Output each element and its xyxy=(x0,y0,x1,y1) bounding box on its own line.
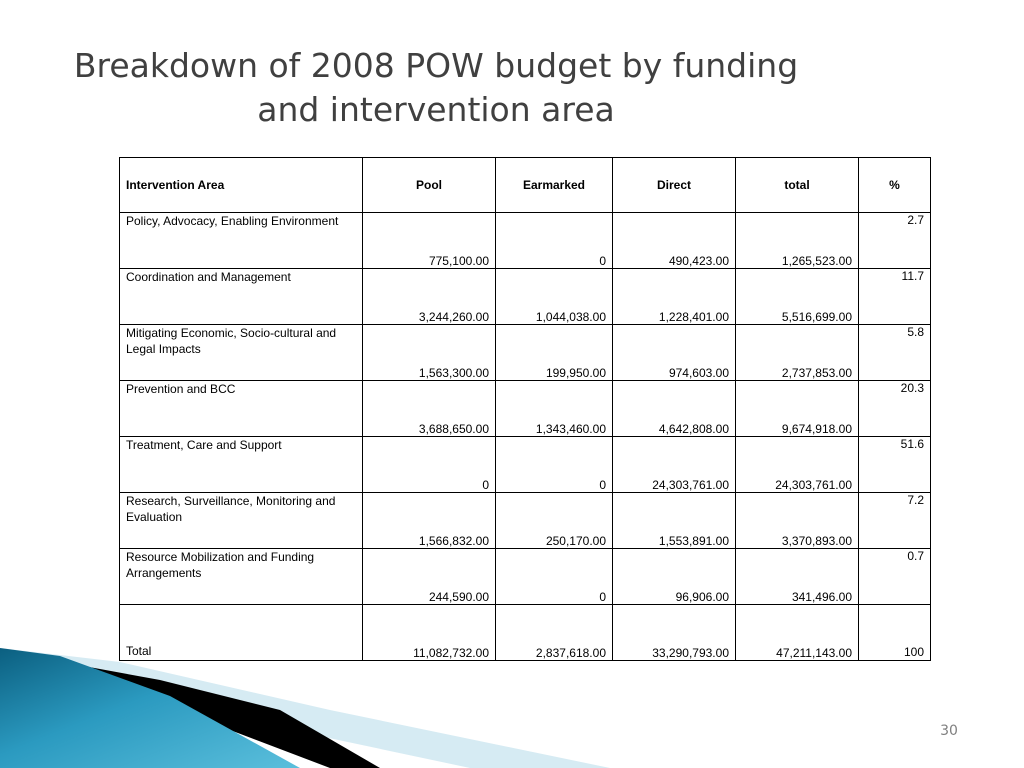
cell-total: 3,370,893.00 xyxy=(736,493,859,549)
cell-total: 9,674,918.00 xyxy=(736,381,859,437)
cell-total: 5,516,699.00 xyxy=(736,269,859,325)
cell-earmarked: 1,044,038.00 xyxy=(496,269,613,325)
cell-total-label: Total xyxy=(120,605,363,661)
cell-direct: 4,642,808.00 xyxy=(613,381,736,437)
cell-pool: 775,100.00 xyxy=(363,213,496,269)
cell-area: Research, Surveillance, Monitoring and Evaluation xyxy=(120,493,363,549)
header-percent: % xyxy=(859,158,931,213)
budget-table xyxy=(119,157,931,661)
cell-area: Prevention and BCC xyxy=(120,381,363,437)
cell-direct: 1,228,401.00 xyxy=(613,269,736,325)
table-row xyxy=(120,549,931,605)
cell-total: 2,737,853.00 xyxy=(736,325,859,381)
cell-area: Resource Mobilization and Funding Arrangements xyxy=(120,549,363,605)
cell-percent: 2.7 xyxy=(859,213,931,269)
table-row xyxy=(120,437,931,493)
header-total: total xyxy=(736,158,859,213)
cell-earmarked: 199,950.00 xyxy=(496,325,613,381)
cell-earmarked-total: 2,837,618.00 xyxy=(496,605,613,661)
slide-title-line-1: Breakdown of 2008 POW budget by funding xyxy=(73,46,799,85)
cell-pool: 1,566,832.00 xyxy=(363,493,496,549)
page-number: 30 xyxy=(940,723,958,739)
table-total-row xyxy=(120,605,931,661)
cell-percent: 20.3 xyxy=(859,381,931,437)
cell-direct: 96,906.00 xyxy=(613,549,736,605)
slide-title-line-2: and intervention area xyxy=(257,90,615,129)
header-intervention-area: Intervention Area xyxy=(120,158,363,213)
cell-total: 1,265,523.00 xyxy=(736,213,859,269)
cell-area: Policy, Advocacy, Enabling Environment xyxy=(120,213,363,269)
cell-pool: 3,688,650.00 xyxy=(363,381,496,437)
table-row xyxy=(120,381,931,437)
header-pool: Pool xyxy=(363,158,496,213)
cell-pool: 1,563,300.00 xyxy=(363,325,496,381)
cell-direct: 974,603.00 xyxy=(613,325,736,381)
table-row xyxy=(120,325,931,381)
cell-pool-total: 11,082,732.00 xyxy=(363,605,496,661)
cell-total: 24,303,761.00 xyxy=(736,437,859,493)
cell-percent: 0.7 xyxy=(859,549,931,605)
header-earmarked: Earmarked xyxy=(496,158,613,213)
cell-percent: 7.2 xyxy=(859,493,931,549)
table-header-row xyxy=(120,158,931,213)
cell-direct: 490,423.00 xyxy=(613,213,736,269)
cell-area: Coordination and Management xyxy=(120,269,363,325)
cell-area: Mitigating Economic, Socio-cultural and Legal Impacts xyxy=(120,325,363,381)
cell-pool: 3,244,260.00 xyxy=(363,269,496,325)
cell-earmarked: 0 xyxy=(496,549,613,605)
cell-grand-total: 47,211,143.00 xyxy=(736,605,859,661)
cell-direct-total: 33,290,793.00 xyxy=(613,605,736,661)
table-row xyxy=(120,213,931,269)
table-row xyxy=(120,269,931,325)
cell-percent-total: 100 xyxy=(859,605,931,661)
cell-area: Treatment, Care and Support xyxy=(120,437,363,493)
cell-earmarked: 0 xyxy=(496,213,613,269)
cell-percent: 5.8 xyxy=(859,325,931,381)
cell-earmarked: 1,343,460.00 xyxy=(496,381,613,437)
cell-earmarked: 0 xyxy=(496,437,613,493)
slide-title xyxy=(0,44,872,132)
cell-percent: 51.6 xyxy=(859,437,931,493)
cell-pool: 0 xyxy=(363,437,496,493)
cell-percent: 11.7 xyxy=(859,269,931,325)
cell-direct: 1,553,891.00 xyxy=(613,493,736,549)
cell-direct: 24,303,761.00 xyxy=(613,437,736,493)
cell-total: 341,496.00 xyxy=(736,549,859,605)
table-row xyxy=(120,493,931,549)
cell-earmarked: 250,170.00 xyxy=(496,493,613,549)
cell-pool: 244,590.00 xyxy=(363,549,496,605)
header-direct: Direct xyxy=(613,158,736,213)
